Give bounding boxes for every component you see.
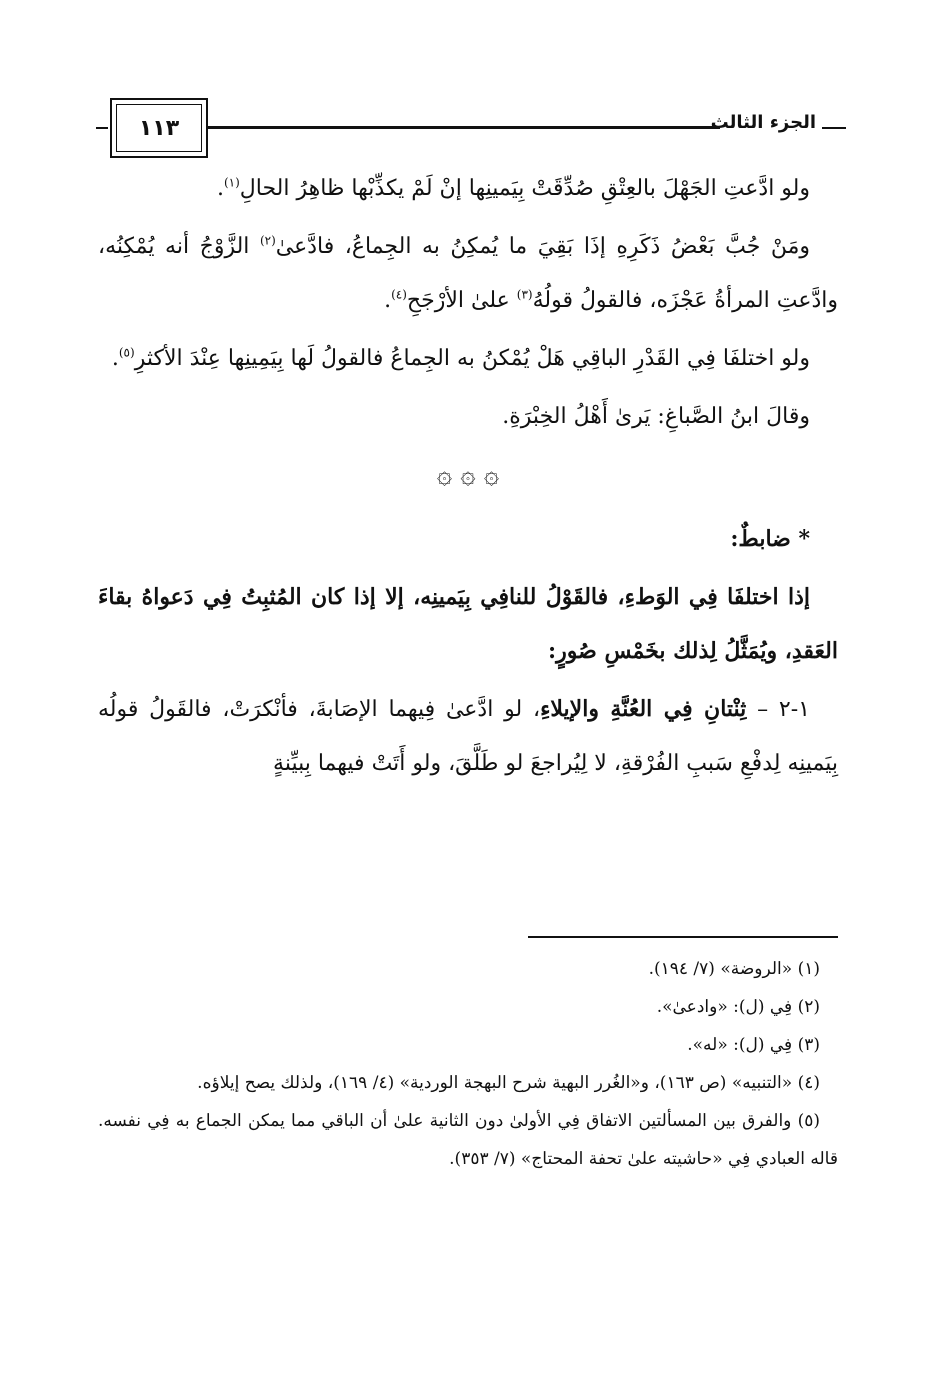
footnote-5: (٥) والفرق بين المسألتين الاتفاق فِي الأولىٰ دون الثانية علىٰ أن الباقي مما يمكن الجماع به فِي نفسه. قاله العبادي فِي «حاشيته علىٰ تحفة المحتاج» (٧/ ٣٥٣). <box>98 1111 838 1169</box>
footnote-3: (٣) فِي (ل): «له». <box>687 1035 820 1055</box>
paragraph-5: إذا اختلفَا فِي الوَطءِ، فالقَوْلُ للنافِي بِيَمينِه، إلا إذا كان المُثبِتُ فِي دَعواهُ بقاءَ العَقدِ، ويُمَثَّلُ لِذلك بخَمْسِ صُورٍ: <box>98 584 838 664</box>
header-rule <box>208 126 720 129</box>
paragraph-1-text: ولو ادَّعتِ الجَهْلَ بالعِتْقِ صُدِّقَتْ بِيَمينِها إنْ لَمْ يكذِّبْها ظاهِرُ الحالِ <box>239 176 810 201</box>
page-number: ١١٣ <box>116 104 202 152</box>
footnotes <box>98 950 838 1178</box>
footnote-ref-4: (٤) <box>391 287 407 302</box>
page-header <box>96 98 846 160</box>
footnote-ref-2: (٢) <box>259 233 276 248</box>
running-title: الجزء الثالث <box>710 112 816 133</box>
paragraph-6 <box>98 682 838 791</box>
paragraph-2-text-a: ومَنْ جُبَّ بَعْضُ ذَكَرِهِ إذَا بَقِيَ ما يُمكِنُ به الجِماعُ، فادَّعىٰ <box>275 234 810 259</box>
paragraph-6-text: ، لو ادَّعىٰ فِيهما الإصَابةَ، فأنْكرَتْ، فالقَولُ قولُه بِيَمينِه لِدفْعِ سَببِ الفُرْقةِ، لا لِيُراجعَ لو طَلَّقَ، ولو أَتَتْ فيهما بِبيِّنةٍ <box>98 697 838 776</box>
footnote-ref-3: (٣) <box>516 287 533 302</box>
paragraph-3 <box>98 332 838 386</box>
paragraph-1-end: . <box>216 176 224 201</box>
footnote-ref-5: (٥) <box>118 345 135 360</box>
footnote-separator <box>528 936 838 938</box>
footnote-4: (٤) «التنبيه» (ص ١٦٣)، و«الغُرر البهية شرح البهجة الوردية» (٤/ ١٦٩)، ولذلك يصح إيلاؤه. <box>197 1073 820 1093</box>
paragraph-1 <box>98 162 838 216</box>
header-rule-right <box>822 127 846 129</box>
paragraph-6-bold: ثِنْتانِ فِي العُنَّةِ والإيلاءِ <box>540 696 747 722</box>
section-heading: * ضابطٌ: <box>730 526 810 552</box>
paragraph-2-end: . <box>384 288 392 313</box>
footnote-1: (١) «الروضة» (٧/ ١٩٤). <box>648 959 820 979</box>
header-rule-left <box>96 127 108 129</box>
footnote-2: (٢) فِي (ل): «وادعىٰ». <box>656 997 820 1017</box>
paragraph-3-end: . <box>111 346 119 371</box>
paragraph-4: وقالَ ابنُ الصَّباغِ: يَرىٰ أَهْلُ الخِبْرَةِ. <box>502 404 810 429</box>
main-text <box>98 162 838 795</box>
paragraph-2-text-c: علىٰ الأرْجَحِ <box>406 288 517 313</box>
paragraph-6-number: ١-٢ – <box>746 697 810 722</box>
paragraph-2-text-b: الزَّوْجُ أنه يُمْكِنُه، وادَّعتِ المرأةُ عَجْزَه، فالقولُ قولُهُ <box>98 234 838 313</box>
footnote-ref-1: (١) <box>223 175 240 190</box>
paragraph-2 <box>98 220 838 328</box>
page-number-frame <box>110 98 208 158</box>
section-ornament: ۞ ۞ ۞ <box>436 460 500 490</box>
paragraph-3-text: ولو اختلفَا فِي القَدْرِ الباقِي هَلْ يُمْكنُ به الجِماعُ فالقولُ لَها بِيَمِينِها عِنْدَ الأكثرِ <box>134 346 810 371</box>
